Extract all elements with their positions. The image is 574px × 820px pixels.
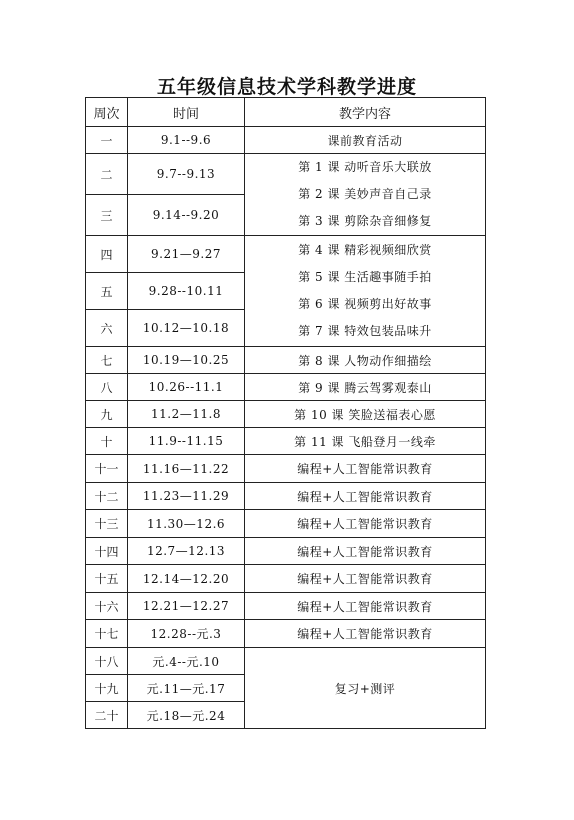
lesson-line: 第 5 课 生活趣事随手拍 [298, 270, 432, 284]
table-row [86, 428, 486, 455]
date-cell: 12.28--元.3 [128, 620, 245, 648]
header-week: 周次 [86, 98, 128, 127]
week-cell: 三 [86, 195, 128, 236]
date-cell: 12.21—12.27 [128, 593, 245, 620]
table-row [86, 538, 486, 565]
date-cell: 9.21—9.27 [128, 236, 245, 273]
table-row [86, 127, 486, 154]
week-cell: 十六 [86, 593, 128, 620]
table-row [86, 620, 486, 648]
date-cell: 10.19—10.25 [128, 347, 245, 374]
table-row [86, 565, 486, 593]
lesson-line: 第 4 课 精彩视频细欣赏 [298, 243, 432, 257]
content-cell-review: 复习+测评 [245, 648, 486, 729]
lesson-line: 第 6 课 视频剪出好故事 [298, 297, 432, 311]
table-row [86, 401, 486, 428]
date-cell: 元.11—元.17 [128, 675, 245, 702]
date-cell: 11.23—11.29 [128, 483, 245, 510]
week-cell: 十二 [86, 483, 128, 510]
content-cell: 编程+人工智能常识教育 [245, 538, 486, 565]
week-cell: 十四 [86, 538, 128, 565]
week-cell: 四 [86, 236, 128, 273]
week-cell: 九 [86, 401, 128, 428]
content-cell: 第 8 课 人物动作细描绘 [245, 347, 486, 374]
schedule-table [85, 97, 486, 729]
date-cell: 10.26--11.1 [128, 374, 245, 401]
date-cell: 12.14—12.20 [128, 565, 245, 593]
lesson-line: 第 7 课 特效包装品味升 [298, 324, 432, 338]
date-cell: 12.7—12.13 [128, 538, 245, 565]
week-cell: 十三 [86, 510, 128, 538]
table-row [86, 374, 486, 401]
header-content: 教学内容 [245, 98, 486, 127]
content-cell: 课前教育活动 [245, 127, 486, 154]
content-cell-group-2 [245, 236, 486, 347]
content-cell: 编程+人工智能常识教育 [245, 565, 486, 593]
table-header-row [86, 98, 486, 127]
week-cell: 十九 [86, 675, 128, 702]
date-cell: 9.7--9.13 [128, 154, 245, 195]
table-row [86, 593, 486, 620]
table-row [86, 236, 486, 273]
content-cell: 编程+人工智能常识教育 [245, 620, 486, 648]
date-cell: 10.12—10.18 [128, 310, 245, 347]
week-cell: 六 [86, 310, 128, 347]
content-cell: 编程+人工智能常识教育 [245, 483, 486, 510]
lesson-line: 第 3 课 剪除杂音细修复 [298, 214, 432, 228]
week-cell: 一 [86, 127, 128, 154]
week-cell: 二十 [86, 702, 128, 729]
week-cell: 十八 [86, 648, 128, 675]
week-cell: 八 [86, 374, 128, 401]
table-row [86, 483, 486, 510]
content-cell: 第 9 课 腾云驾雾观泰山 [245, 374, 486, 401]
week-cell: 十 [86, 428, 128, 455]
table-row [86, 455, 486, 483]
date-cell: 9.14--9.20 [128, 195, 245, 236]
page-title: 五年级信息技术学科教学进度 [156, 76, 417, 98]
date-cell: 9.28--10.11 [128, 273, 245, 310]
table-row [86, 648, 486, 675]
date-cell: 元.4--元.10 [128, 648, 245, 675]
date-cell: 11.9--11.15 [128, 428, 245, 455]
week-cell: 二 [86, 154, 128, 195]
date-cell: 11.16—11.22 [128, 455, 245, 483]
content-cell: 第 11 课 飞船登月一线牵 [245, 428, 486, 455]
content-cell: 编程+人工智能常识教育 [245, 510, 486, 538]
week-cell: 十七 [86, 620, 128, 648]
date-cell: 9.1--9.6 [128, 127, 245, 154]
table-row [86, 347, 486, 374]
header-time: 时间 [128, 98, 245, 127]
date-cell: 11.2—11.8 [128, 401, 245, 428]
lesson-line: 第 1 课 动听音乐大联放 [298, 160, 432, 174]
content-cell-group-1 [245, 154, 486, 236]
table-row [86, 510, 486, 538]
table-row [86, 154, 486, 195]
lesson-line: 第 2 课 美妙声音自己录 [298, 187, 432, 201]
content-cell: 编程+人工智能常识教育 [245, 455, 486, 483]
date-cell: 元.18—元.24 [128, 702, 245, 729]
week-cell: 十五 [86, 565, 128, 593]
week-cell: 十一 [86, 455, 128, 483]
week-cell: 五 [86, 273, 128, 310]
date-cell: 11.30—12.6 [128, 510, 245, 538]
content-cell: 第 10 课 笑脸送福表心愿 [245, 401, 486, 428]
content-cell: 编程+人工智能常识教育 [245, 593, 486, 620]
week-cell: 七 [86, 347, 128, 374]
